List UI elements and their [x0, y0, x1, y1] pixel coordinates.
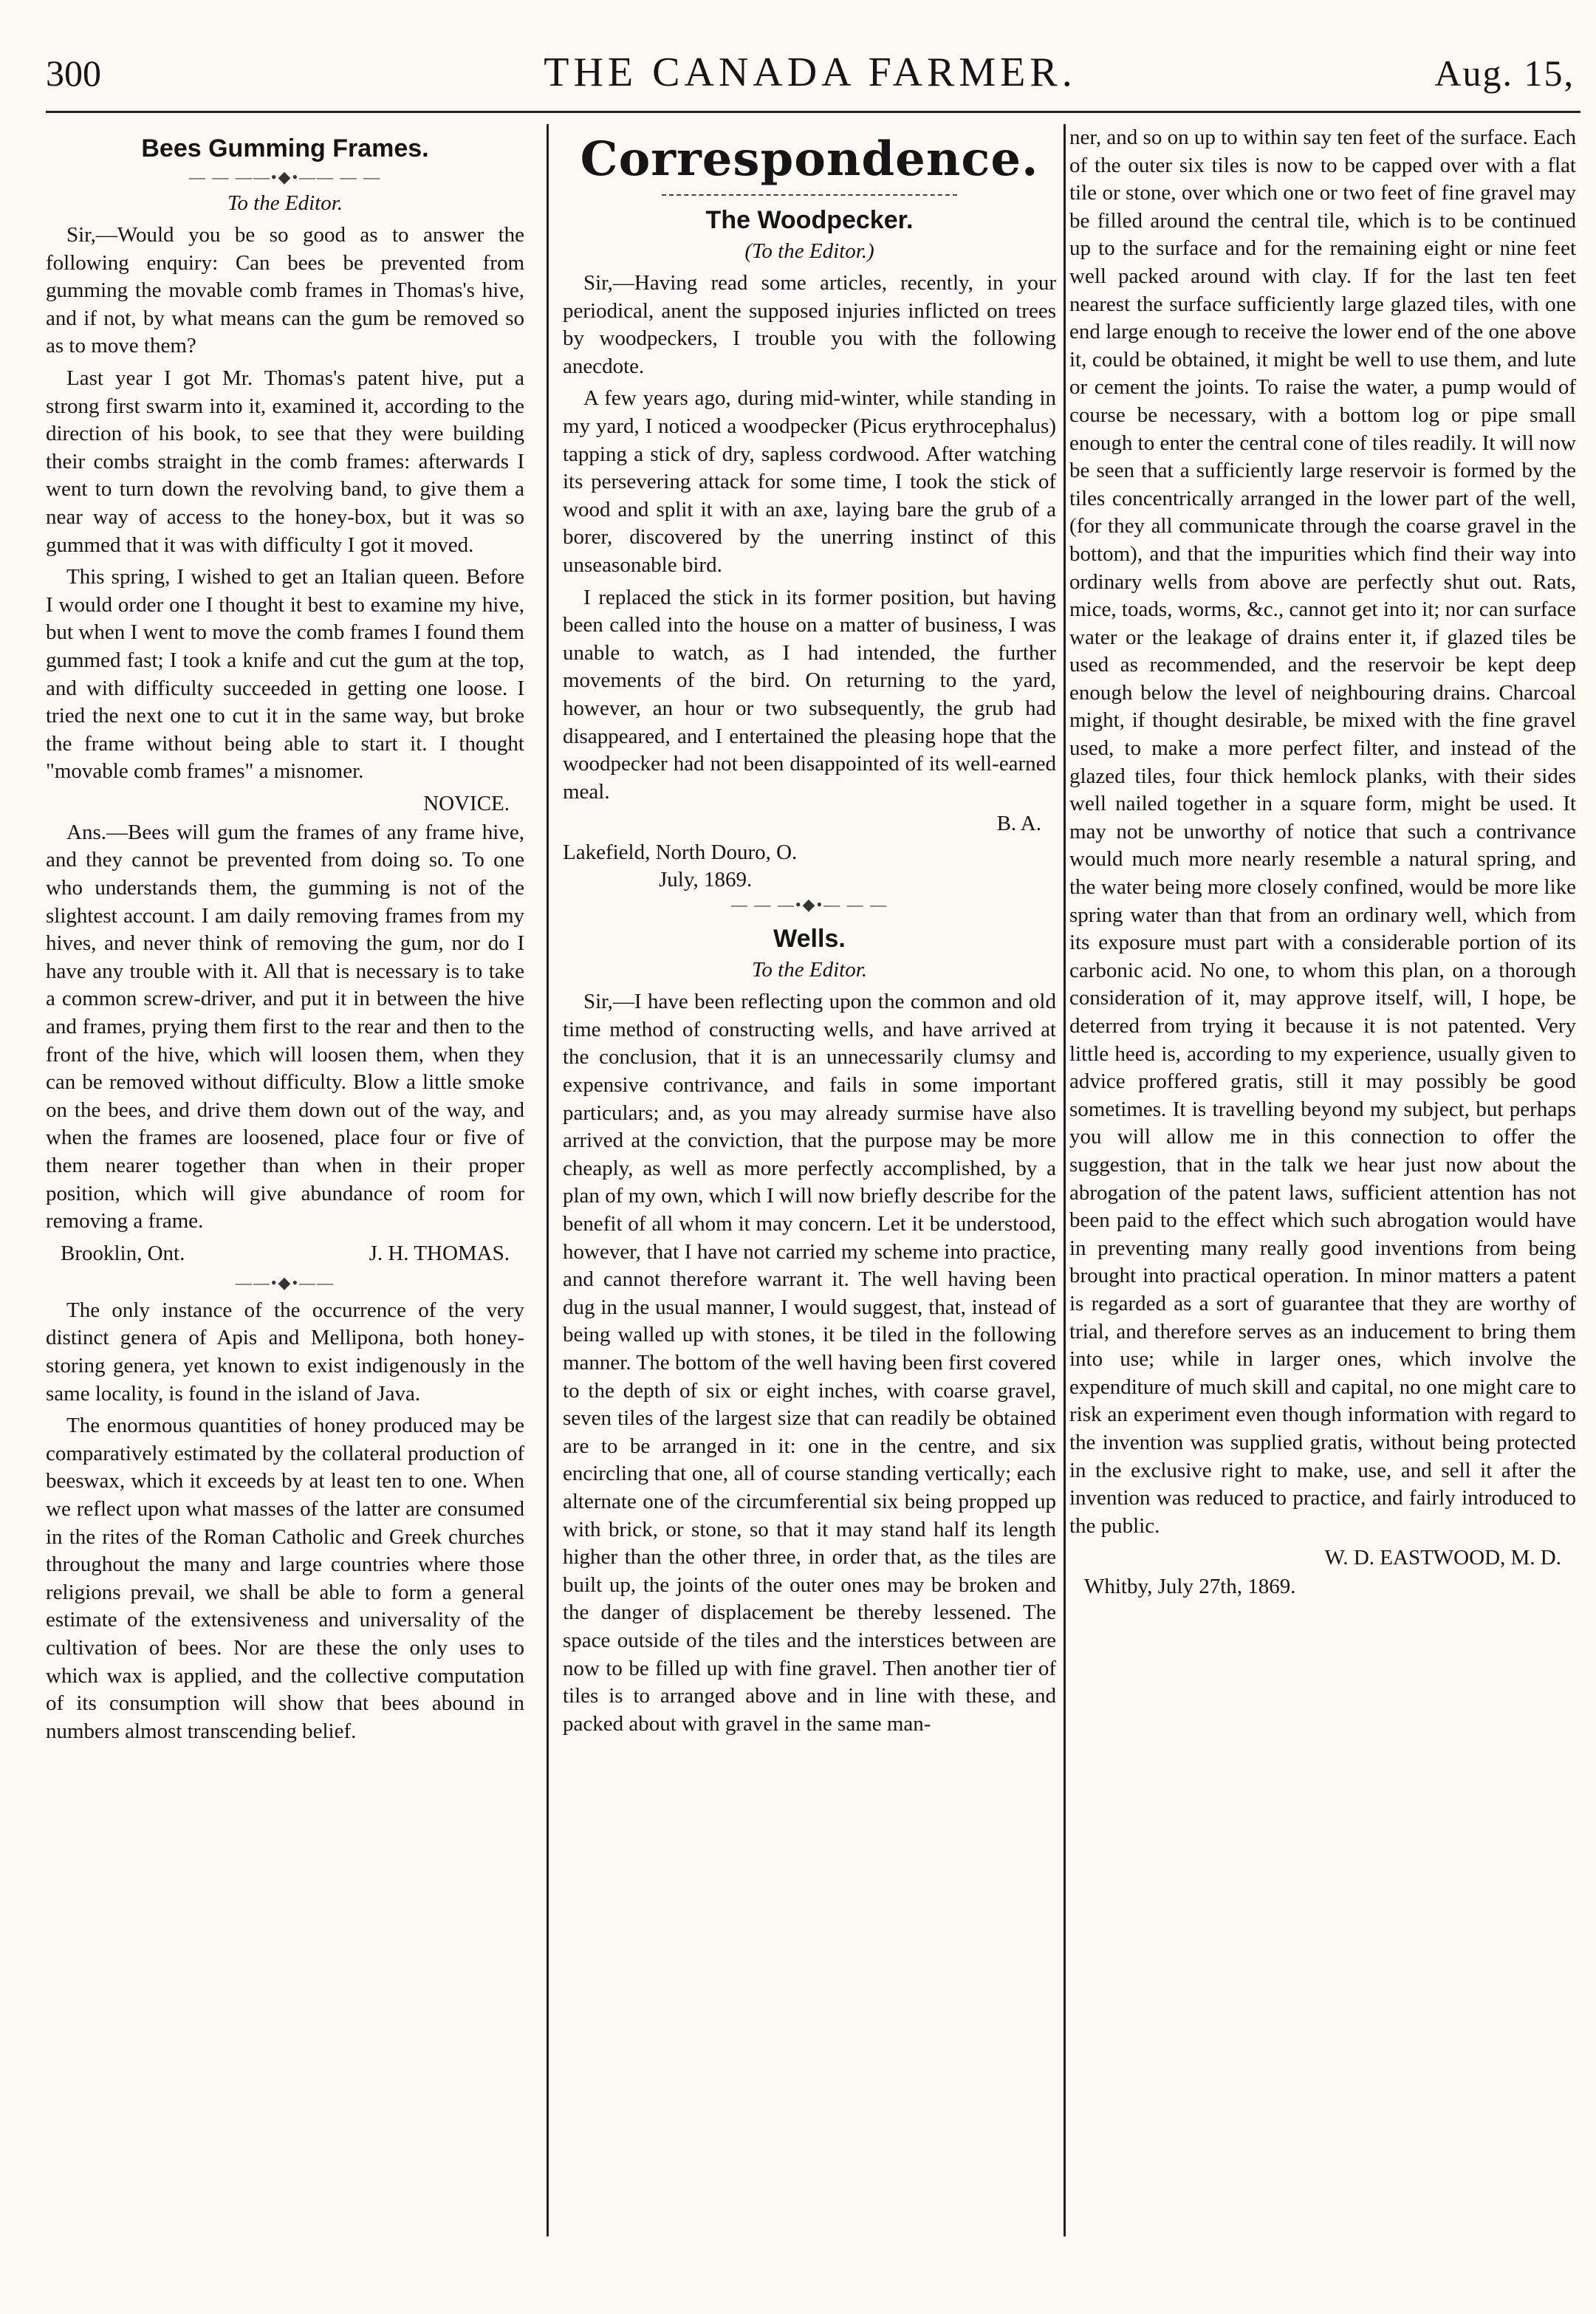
department-heading: Correspondence.	[580, 131, 1039, 187]
article-heading: Bees Gumming Frames.	[141, 134, 429, 162]
ornament-divider: — — ——•◆•—— — —	[188, 168, 382, 186]
column-divider	[547, 124, 549, 2236]
ornament-divider	[662, 194, 958, 196]
column-1	[46, 124, 524, 2251]
article-paragraph: ner, and so on up to within say ten feet of the surface. Each of the outer six tiles is now to be capped over with a flat tile or stone, over which one or two feet of fine gravel may be filled around the central tile, which is to be continued up to the surface and for the remaining eight or nine feet well packed around with clay. If for the last ten feet nearest the surface sufficiently large glazed tiles, with one end large enough to receive the lower end of the one above it, could be obtained, it might be well to use them, and lute or cement the joints. To raise the water, a pump would of course be necessary, with a bottom log or pipe small enough to enter the central cone of tiles readily. It will now be seen that a sufficiently large reservoir is formed by the tiles concentrically arranged in the lower part of the well, (for they all communicate through the coarse gravel in the bottom), and that the impurities which find their way into ordinary wells from above are perfectly shut out. Rats, mice, toads, worms, &c., cannot get into it; nor can surface water or the leakage of drains enter it, if glazed tiles be used as recommended, and the reservoir be kept deep enough below the level of neighbouring drains. Charcoal might, if thought desirable, be mixed with the fine gravel used, to make a more perfect filter, and instead of the glazed tiles, four thick hemlock planks, with their sides well nailed together in a square form, might be used. It may not be unworthy of notice that such a contrivance would much more nearly resemble a natural spring, and the water being more closely confined, would be more like spring water than that from an ordinary well, which from its exposure must part with a considerable portion of its carbonic acid. No one, to whom this plan, on a thorough consideration of it, may approve itself, will, I hope, be deterred from trying it because it is not patented. Very little heed is, according to my experience, usually given to advice proffered gratis, still it may possibly be good sometimes. It is travelling beyond my subject, but perhaps you will allow me in this connection to offer the suggestion, that in the talk we hear just now about the abrogation of the patent laws, sufficient attention has not been paid to the effect which such abrogation would have in preventing many really good inventions from being brought into practical operation. In minor matters a patent is regarded as a sort of guarantee that they are worthy of trial, and therefore serves as an inducement to bring them into use; while in larger ones, which involve the expenditure of much skill and capital, no one might care to risk an experiment even though information with regard to the invention was supplied gratis, without being protected in the exclusive right to make, use, and sell it after the invention was reduced to practice, and fairly introduced to the public.	[1069, 126, 1576, 1538]
article-paragraph: A few years ago, during mid-winter, while standing in my yard, I noticed a woodpecker (Picus erythrocephalus) tapping a stick of dry, sapless cordwood. After watching its persevering attack for some time, I took the stick of wood and split it with an axe, laying bare the grub of a borer, discovered by the unerring instinct of this unseasonable bird.	[563, 386, 1056, 577]
column-divider	[1064, 124, 1066, 2236]
salutation: To the Editor.	[227, 191, 343, 215]
signature-row	[46, 1240, 524, 1267]
place: Brooklin, Ont.	[61, 1241, 185, 1265]
dateline: July, 1869.	[659, 868, 753, 892]
signature: B. A.	[996, 812, 1041, 836]
dateline: Whitby, July 27th, 1869.	[1084, 1575, 1296, 1599]
article-paragraph: Sir,—Having read some articles, recently, in your periodical, anent the supposed injuries inflicted on trees by woodpeckers, I trouble you with the following anecdote.	[563, 271, 1056, 378]
signature: NOVICE.	[423, 791, 510, 815]
signature: J. H. THOMAS.	[369, 1241, 510, 1265]
ornament-divider: ——•◆•——	[235, 1273, 335, 1292]
article-paragraph: Sir,—I have been reflecting upon the common and old time method of constructing wells, and have arrived at the conclusion, that it is an unnecessarily clumsy and expensive contrivance, and fails in some important particulars; and, as you may already surmise have also arrived at the conviction, that the purpose may be more cheaply, as well as more perfectly accomplished, by a plan of my own, which I will now briefly describe for the benefit of all whom it may concern. Let it be understood, however, that I have not carried my scheme into practice, and cannot therefore warrant it. The well having been dug in the usual manner, I would suggest, that, instead of being walled up with stones, it be tiled in the following manner. The bottom of the well having been first covered to the depth of six or eight inches, with coarse gravel, seven tiles of the largest size that can readily be obtained are to be arranged in it: one in the centre, and six encircling that one, all of course standing vertically; each alternate one of the circumferential six being propped up with brick, or stone, so that it may stand half its length higher than the other three, in order that, as the tiles are built up, the joints of the outer ones may be broken and the danger of displacement be thereby lessened. The space outside of the tiles and the interstices between are now to be filled up with fine gravel. Then another tier of tiles is to arranged above and in line with these, and packed about with gravel in the same man-	[563, 990, 1056, 1736]
article-heading: The Woodpecker.	[705, 206, 914, 234]
article-heading: Wells.	[773, 925, 846, 954]
article-paragraph: Last year I got Mr. Thomas's patent hive, put a strong first swarm into it, examined it, according to the direction of his book, to see that they were building their combs straight in the comb frames: afterwards I went to turn down the revolving band, to give them a near way of access to the honey-box, but it was so gummed that it was with difficulty I got it moved.	[46, 366, 524, 557]
column-3	[1069, 124, 1576, 2251]
article-paragraph: I replaced the stick in its former position, but having been called into the house on a matter of business, I was unable to watch, as I had intended, the further movements of the bird. On returning to the yard, however, an hour or two subsequently, the grub had disappeared, and I entertained the pleasing hope that the woodpecker had not been disappointed of its well-earned meal.	[563, 585, 1056, 804]
salutation: (To the Editor.)	[744, 239, 874, 263]
signature: W. D. EASTWOOD, M. D.	[1324, 1546, 1561, 1570]
page-number: 300	[46, 52, 101, 94]
page-header	[46, 44, 1575, 103]
article-paragraph: Sir,—Would you be so good as to answer the following enquiry: Can bees be prevented from gumming the movable comb frames in Thomas's hive, and if not, by what means can the gum be removed so as to move them?	[46, 223, 524, 358]
column-2	[563, 124, 1056, 2251]
issue-date: Aug. 15,	[1434, 52, 1575, 94]
article-paragraph: This spring, I wished to get an Italian queen. Before I would order one I thought it best to examine my hive, but when I went to move the comb frames I found them gummed fast; I took a knife and cut the gum at the top, and with difficulty succeeded in getting one loose. I tried the next one to cut it in the same way, but broke the frame without being able to start it. I thought "movable comb frames" a misnomer.	[46, 565, 524, 784]
article-paragraph: The enormous quantities of honey produced may be comparatively estimated by the collateral production of beeswax, which it exceeds by at least ten to one. When we reflect upon what masses of the latter are consumed in the rites of the Roman Catholic and Greek churches throughout the many and large countries where those religions prevail, we shall be able to form a general estimate of the extensiveness and universality of the cultivation of bees. Nor are these the only uses to which wax is applied, and the collective computation of its consumption will show that bees abound in numbers almost transcending belief.	[46, 1414, 524, 1743]
ornament-divider: — — —•◆•— — —	[730, 895, 888, 914]
place: Lakefield, North Douro, O.	[563, 841, 798, 865]
article-paragraph: The only instance of the occurrence of the very distinct genera of Apis and Mellipona, both honey-storing genera, yet known to exist indigenously in the same locality, is found in the island of Java.	[46, 1298, 524, 1406]
article-paragraph: Ans.—Bees will gum the frames of any frame hive, and they cannot be prevented from doing so. To one who understands them, the gumming is not of the slightest account. I am daily removing frames from my hives, and never think of removing the gum, nor do I have any trouble with it. All that is necessary is to take a common screw-driver, and put it in between the hive and frames, prying them first to the rear and then to the front of the hive, which will loosen them, when they can be removed without difficulty. Blow a little smoke on the bees, and drive them down out of the way, and when the frames are loosened, place four or five of them nearer together than when in their proper position, which will give abundance of room for removing a frame.	[46, 820, 524, 1233]
journal-title: THE CANADA FARMER.	[544, 49, 1077, 95]
salutation: To the Editor.	[751, 958, 868, 982]
header-rule	[46, 111, 1580, 113]
